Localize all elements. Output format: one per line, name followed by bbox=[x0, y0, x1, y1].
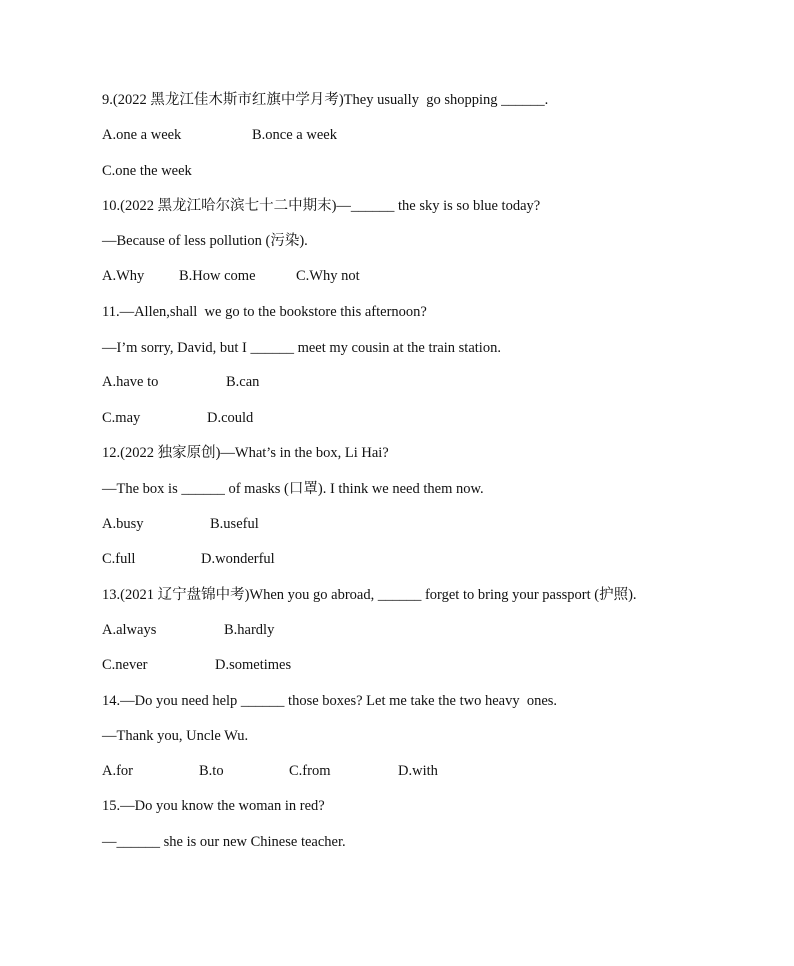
question-9-option-b: B.once a week bbox=[252, 127, 337, 143]
question-11-option-d: D.could bbox=[207, 410, 254, 426]
question-13-option-d: D.sometimes bbox=[215, 657, 292, 673]
question-10-option-c: C.Why not bbox=[296, 268, 360, 284]
question-14-stem: 14.—Do you need help ______ those boxes? Let me take the two heavy ones. bbox=[102, 693, 558, 709]
question-11-reply: —I’m sorry, David, but I ______ meet my cousin at the train station. bbox=[102, 340, 501, 356]
question-11-option-c: C.may bbox=[102, 410, 141, 426]
question-12-option-d: D.wonderful bbox=[201, 551, 275, 567]
question-10-option-a: A.Why bbox=[102, 268, 145, 284]
question-12-option-c: C.full bbox=[102, 551, 136, 567]
question-14-reply: —Thank you, Uncle Wu. bbox=[102, 728, 249, 744]
question-10-reply: —Because of less pollution (污染). bbox=[102, 233, 308, 249]
question-14-option-b: B.to bbox=[199, 763, 224, 779]
question-10-option-b: B.How come bbox=[179, 268, 256, 284]
question-12-stem: 12.(2022 独家原创)—What’s in the box, Li Hai? bbox=[102, 445, 389, 461]
question-11-stem: 11.—Allen,shall we go to the bookstore this afternoon? bbox=[102, 304, 427, 320]
question-15-stem: 15.—Do you know the woman in red? bbox=[102, 798, 325, 814]
question-11-option-b: B.can bbox=[226, 374, 260, 390]
question-12-option-a: A.busy bbox=[102, 516, 144, 532]
question-13-option-a: A.always bbox=[102, 622, 157, 638]
question-9-option-c: C.one the week bbox=[102, 163, 192, 179]
question-12-reply: —The box is ______ of masks (口罩). I think we need them now. bbox=[102, 481, 484, 497]
question-15-reply: —______ she is our new Chinese teacher. bbox=[102, 834, 346, 850]
question-13-stem: 13.(2021 辽宁盘锦中考)When you go abroad, ______ forget to bring your passport (护照). bbox=[102, 587, 637, 603]
question-13-option-c: C.never bbox=[102, 657, 148, 673]
question-9-option-a: A.one a week bbox=[102, 127, 182, 143]
question-9-stem: 9.(2022 黑龙江佳木斯市红旗中学月考)They usually go shopping ______. bbox=[102, 92, 549, 108]
question-11-option-a: A.have to bbox=[102, 374, 159, 390]
question-14-option-c: C.from bbox=[289, 763, 331, 779]
question-14-option-a: A.for bbox=[102, 763, 134, 779]
question-13-option-b: B.hardly bbox=[224, 622, 275, 638]
question-14-option-d: D.with bbox=[398, 763, 438, 779]
question-12-option-b: B.useful bbox=[210, 516, 259, 532]
question-10-stem: 10.(2022 黑龙江哈尔滨七十二中期末)—______ the sky is so blue today? bbox=[102, 198, 541, 214]
